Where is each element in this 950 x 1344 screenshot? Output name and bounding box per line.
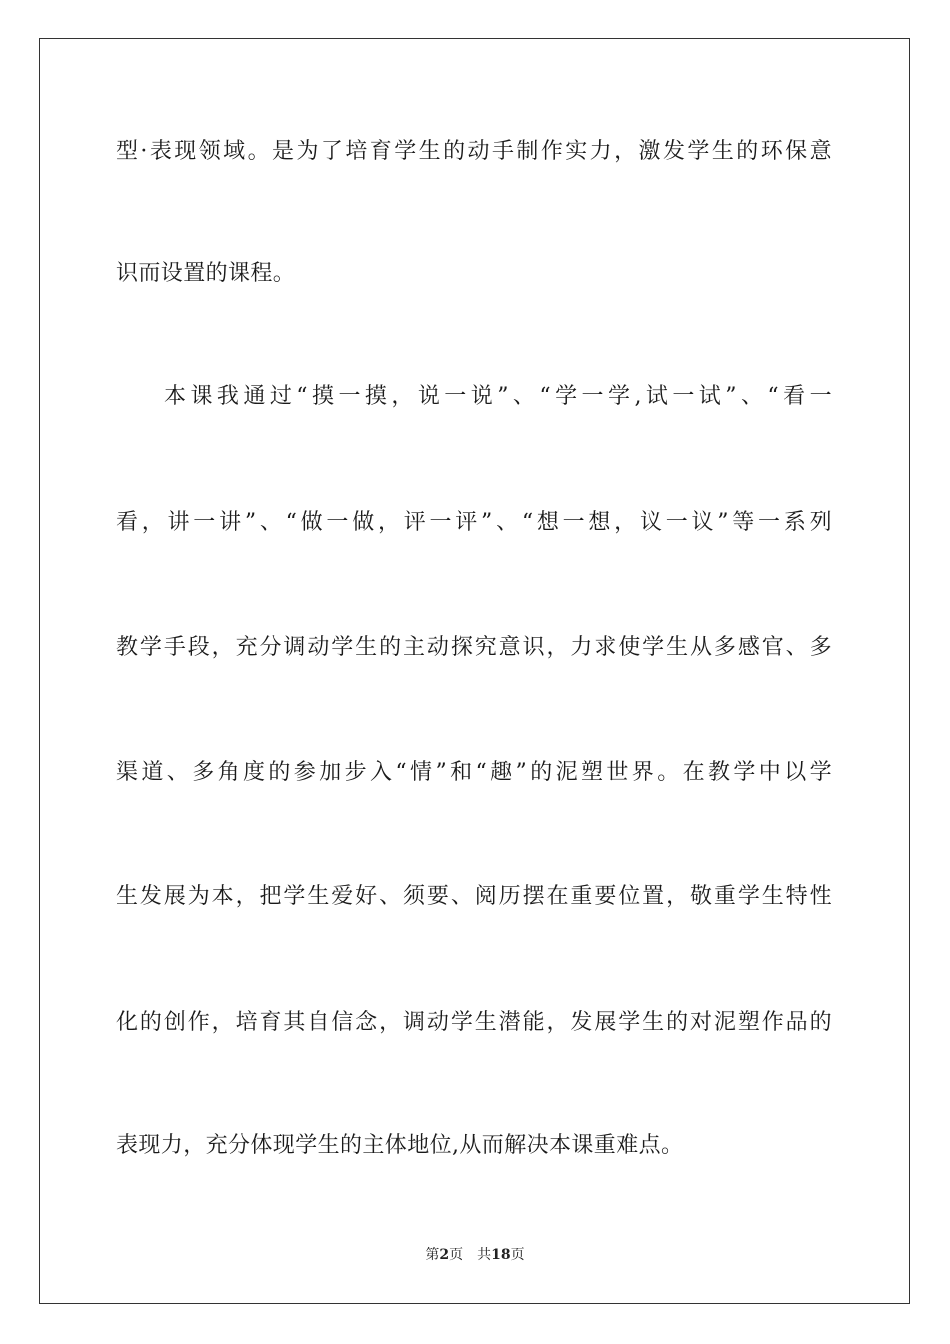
- paragraph-2-line-3: 教学手段，充分调动学生的主动探究意识，力求使学生从多感官、多: [116, 635, 832, 660]
- page-prefix: 第: [425, 1247, 440, 1263]
- paragraph-1-line-1: 型·表现领域。是为了培育学生的动手制作实力，激发学生的环保意: [116, 139, 832, 164]
- paragraph-2-line-1: 本课我通过“摸一摸，说一说”、“学一学,试一试”、“看一: [164, 384, 832, 409]
- total-suffix: 页: [510, 1247, 525, 1263]
- page-footer: [0, 1246, 950, 1264]
- paragraph-2-line-6: 化的创作，培育其自信念，调动学生潜能，发展学生的对泥塑作品的: [116, 1010, 832, 1035]
- total-pages: 18: [491, 1247, 511, 1263]
- paragraph-2-line-4: 渠道、多角度的参加步入“情”和“趣”的泥塑世界。在教学中以学: [116, 760, 832, 785]
- paragraph-2-line-2: 看，讲一讲”、“做一做，评一评”、“想一想，议一议”等一系列: [116, 510, 832, 535]
- paragraph-1-line-2: 识而设置的课程。: [116, 261, 296, 286]
- total-prefix: 共: [477, 1247, 492, 1263]
- page-border: [39, 38, 910, 1304]
- page-suffix: 页: [449, 1247, 464, 1263]
- paragraph-2-line-7: 表现力，充分体现学生的主体地位,从而解决本课重难点。: [116, 1133, 684, 1158]
- paragraph-2-line-5: 生发展为本，把学生爱好、须要、阅历摆在重要位置，敬重学生特性: [116, 884, 832, 909]
- page-number: 2: [439, 1247, 450, 1263]
